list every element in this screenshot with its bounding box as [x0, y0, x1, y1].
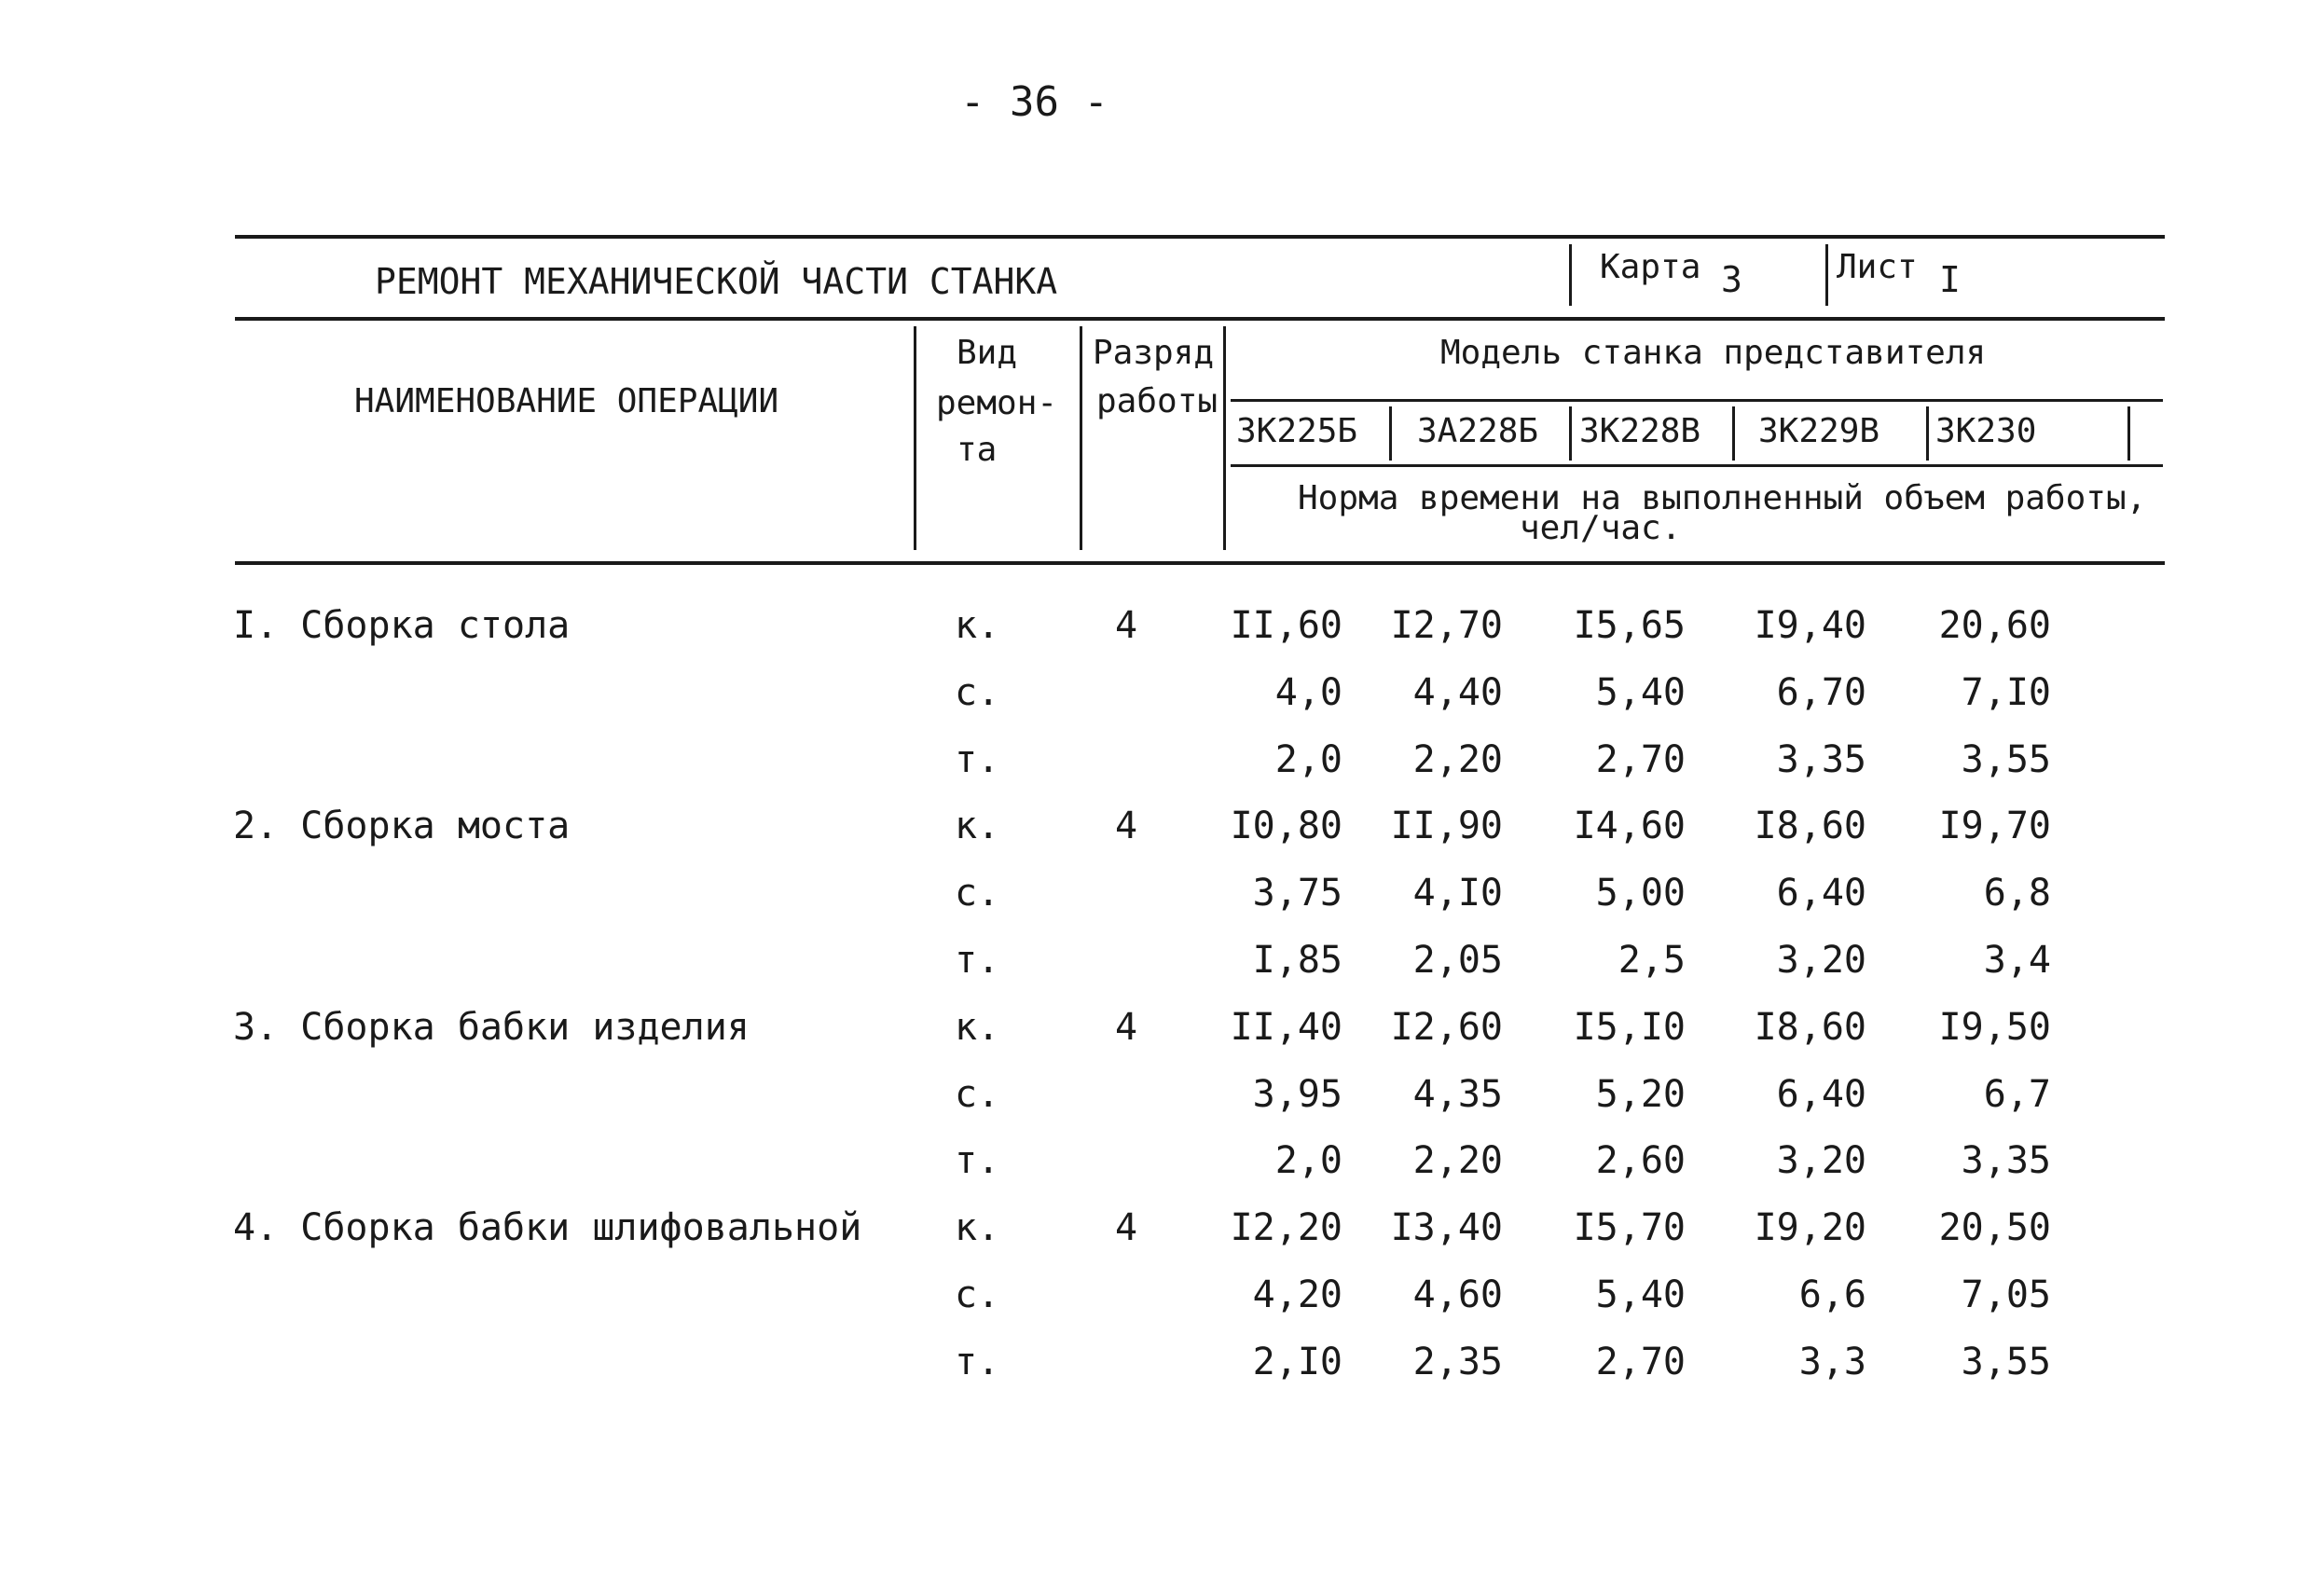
norm-value-cell: 6,7	[1983, 1073, 2051, 1116]
norm-value-cell: 3,3	[1798, 1341, 1866, 1383]
repair-type-cell: к.	[955, 1206, 1000, 1249]
repair-type-header-3: та	[957, 431, 998, 469]
norm-value-cell: 2,35	[1412, 1341, 1503, 1383]
norm-value-cell: 6,8	[1983, 872, 2051, 915]
norm-value-cell: 6,40	[1776, 872, 1866, 915]
norm-value-cell: 3,95	[1252, 1073, 1342, 1116]
norm-value-cell: 2,0	[1274, 1139, 1342, 1182]
col-divider-1	[914, 326, 916, 550]
norm-value-cell: I5,65	[1573, 604, 1686, 647]
norm-value-cell: II,40	[1230, 1006, 1342, 1049]
sheet-value: I	[1939, 259, 1961, 300]
repair-type-cell: с.	[955, 1273, 1000, 1316]
repair-type-header-1: Вид	[957, 334, 1018, 372]
repair-type-cell: к.	[955, 604, 1000, 647]
norm-value-cell: 4,I0	[1412, 872, 1503, 915]
table-head-bottom-rule	[235, 561, 2165, 565]
operation-name: 3. Сборка бабки изделия	[233, 1006, 750, 1049]
operation-name: I. Сборка стола	[233, 604, 571, 647]
card-divider	[1569, 244, 1572, 306]
norm-value-cell: 4,40	[1412, 671, 1503, 714]
operation-column-header: НАИМЕНОВАНИЕ ОПЕРАЦИИ	[354, 382, 779, 420]
sheet-divider	[1825, 244, 1828, 306]
operation-name: 2. Сборка моста	[233, 805, 571, 847]
card-value: 3	[1721, 259, 1742, 300]
model-row-bottom-rule	[1231, 464, 2163, 467]
norm-value-cell: 3,35	[1776, 738, 1866, 781]
norm-value-cell: 2,I0	[1252, 1341, 1342, 1383]
norm-value-cell: 7,I0	[1961, 671, 2051, 714]
grade-header-2: работы	[1096, 382, 1218, 420]
norm-value-cell: I5,70	[1573, 1206, 1686, 1249]
grade-cell: 4	[1115, 1206, 1138, 1249]
model-row-top-rule	[1231, 399, 2163, 402]
col-divider-2	[1080, 326, 1082, 550]
norm-value-cell: I0,80	[1230, 805, 1342, 847]
repair-type-cell: т.	[955, 939, 1000, 982]
norm-value-cell: 2,70	[1595, 738, 1686, 781]
norm-value-cell: I9,50	[1938, 1006, 2051, 1049]
norm-value-cell: 3,4	[1983, 939, 2051, 982]
norm-value-cell: I8,60	[1754, 805, 1866, 847]
model-group-header: Модель станка представителя	[1440, 334, 1987, 372]
model-header-5: 3К230	[1935, 412, 2037, 450]
norm-value-cell: I2,70	[1390, 604, 1503, 647]
norm-value-cell: I5,I0	[1573, 1006, 1686, 1049]
norm-value-cell: 5,40	[1595, 671, 1686, 714]
norm-value-cell: 3,20	[1776, 1139, 1866, 1182]
norm-value-cell: 2,60	[1595, 1139, 1686, 1182]
repair-type-cell: с.	[955, 671, 1000, 714]
norm-value-cell: I4,60	[1573, 805, 1686, 847]
norm-value-cell: 5,20	[1595, 1073, 1686, 1116]
norm-value-cell: 20,60	[1938, 604, 2051, 647]
norm-value-cell: 2,05	[1412, 939, 1503, 982]
repair-type-cell: к.	[955, 805, 1000, 847]
repair-type-cell: т.	[955, 1139, 1000, 1182]
model-header-1: 3К225Б	[1236, 412, 1358, 450]
norm-value-cell: I,85	[1252, 939, 1342, 982]
norm-value-cell: II,90	[1390, 805, 1503, 847]
norm-value-cell: 5,40	[1595, 1273, 1686, 1316]
grade-cell: 4	[1115, 604, 1138, 647]
header-rule	[235, 317, 2165, 321]
norm-value-cell: 3,55	[1961, 1341, 2051, 1383]
operation-name: 4. Сборка бабки шлифовальной	[233, 1206, 862, 1249]
norm-value-cell: I9,70	[1938, 805, 2051, 847]
norm-value-cell: 2,70	[1595, 1341, 1686, 1383]
norm-value-cell: 2,5	[1618, 939, 1686, 982]
top-rule	[235, 235, 2165, 239]
norm-value-cell: I9,40	[1754, 604, 1866, 647]
col-divider-3	[1223, 326, 1226, 550]
model-header-4: 3К229В	[1758, 412, 1880, 450]
norm-value-cell: 6,40	[1776, 1073, 1866, 1116]
norm-value-cell: 4,0	[1274, 671, 1342, 714]
norm-value-cell: 4,35	[1412, 1073, 1503, 1116]
repair-type-cell: с.	[955, 1073, 1000, 1116]
model-divider-4	[1926, 406, 1929, 461]
norm-value-cell: II,60	[1230, 604, 1342, 647]
norm-value-cell: 20,50	[1938, 1206, 2051, 1249]
grade-cell: 4	[1115, 1006, 1138, 1049]
norm-value-cell: I9,20	[1754, 1206, 1866, 1249]
norm-header-2: чел/час.	[1520, 509, 1682, 547]
model-divider-5	[2127, 406, 2130, 461]
norm-header-1: Норма времени на выполненный объем работы,	[1298, 479, 2147, 517]
document-title: РЕМОНТ МЕХАНИЧЕСКОЙ ЧАСТИ СТАНКА	[375, 261, 1058, 302]
norm-value-cell: I8,60	[1754, 1006, 1866, 1049]
norm-value-cell: 4,20	[1252, 1273, 1342, 1316]
norm-value-cell: 3,35	[1961, 1139, 2051, 1182]
norm-value-cell: 6,6	[1798, 1273, 1866, 1316]
repair-type-cell: т.	[955, 738, 1000, 781]
model-header-3: 3К228В	[1579, 412, 1701, 450]
norm-value-cell: 6,70	[1776, 671, 1866, 714]
card-label: Карта	[1600, 248, 1701, 286]
norm-value-cell: 3,20	[1776, 939, 1866, 982]
norm-value-cell: 3,55	[1961, 738, 2051, 781]
grade-header-1: Разряд	[1093, 334, 1215, 372]
norm-value-cell: 2,20	[1412, 1139, 1503, 1182]
repair-type-header-2: ремон-	[936, 384, 1058, 422]
repair-type-cell: к.	[955, 1006, 1000, 1049]
norm-value-cell: 2,0	[1274, 738, 1342, 781]
grade-cell: 4	[1115, 805, 1138, 847]
sheet-label: Лист	[1837, 248, 1918, 286]
repair-type-cell: с.	[955, 872, 1000, 915]
norm-value-cell: I3,40	[1390, 1206, 1503, 1249]
repair-type-cell: т.	[955, 1341, 1000, 1383]
model-header-2: 3А228Б	[1417, 412, 1539, 450]
norm-value-cell: 5,00	[1595, 872, 1686, 915]
norm-value-cell: 3,75	[1252, 872, 1342, 915]
norm-value-cell: 7,05	[1961, 1273, 2051, 1316]
norm-value-cell: 4,60	[1412, 1273, 1503, 1316]
page-number: - 36 -	[960, 78, 1108, 126]
norm-value-cell: I2,60	[1390, 1006, 1503, 1049]
model-divider-2	[1569, 406, 1572, 461]
model-divider-3	[1732, 406, 1735, 461]
norm-value-cell: 2,20	[1412, 738, 1503, 781]
norm-value-cell: I2,20	[1230, 1206, 1342, 1249]
model-divider-1	[1389, 406, 1392, 461]
